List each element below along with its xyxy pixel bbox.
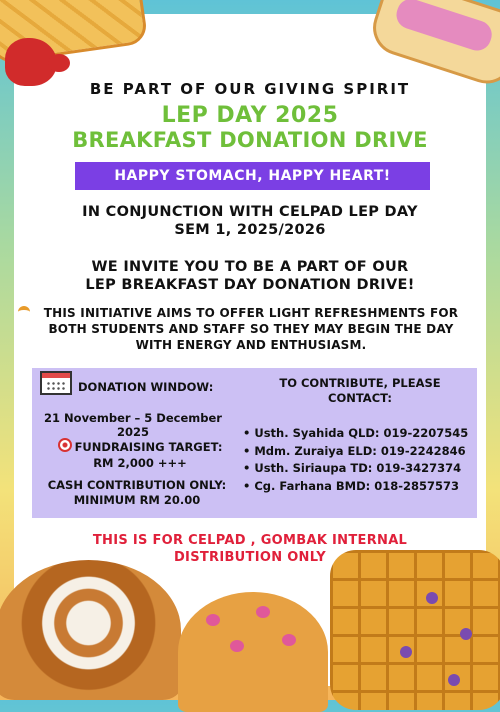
berry-decoration	[256, 606, 270, 618]
blueberry-decoration	[448, 674, 460, 686]
muffin-illustration	[178, 592, 328, 712]
fundraising-target	[42, 438, 238, 471]
waffle-illustration	[330, 550, 500, 710]
contact-item: • Usth. Syahida QLD: 019-2207545	[243, 426, 469, 440]
cash-contribution-line-2: MINIMUM RM 20.00	[73, 493, 201, 507]
fundraising-target-label: FUNDRAISING TARGET:	[74, 440, 223, 454]
event-subtitle: BREAKFAST DONATION DRIVE	[72, 128, 428, 152]
donation-window-label: DONATION WINDOW:	[78, 380, 214, 394]
cash-contribution	[32, 478, 242, 508]
event-title: LEP DAY 2025	[161, 103, 339, 128]
slogan-banner: HAPPY STOMACH, HAPPY HEART!	[75, 162, 430, 190]
internal-notice-line-2: DISTRIBUTION ONLY	[173, 550, 327, 565]
contact-item: • Mdm. Zuraiya ELD: 019-2242846	[243, 443, 466, 458]
berry-decoration	[230, 640, 244, 652]
internal-notice-line-1: THIS IS FOR CELPAD , GOMBAK INTERNAL	[92, 533, 408, 548]
contribute-line-2: CONTACT:	[328, 391, 392, 405]
invite-line-1: WE INVITE YOU TO BE A PART OF OUR	[91, 259, 409, 275]
initiative-line-2: BOTH STUDENTS AND STAFF SO THEY MAY BEGIN THE DAY	[48, 322, 454, 336]
target-icon	[58, 438, 72, 452]
initiative-line-1: THIS INITIATIVE AIMS TO OFFER LIGHT REFRESHMENTS FOR	[43, 306, 459, 320]
calendar-icon	[40, 371, 72, 395]
fundraising-target-amount: RM 2,000 +++	[93, 456, 187, 470]
conjunction-text	[0, 203, 500, 239]
initiative-text	[18, 305, 484, 353]
jam-drop-illustration	[48, 54, 70, 72]
contribute-heading	[245, 376, 475, 406]
donation-window-dates: 21 November – 5 December 2025	[44, 411, 222, 439]
blueberry-decoration	[400, 646, 412, 658]
tagline: BE PART OF OUR GIVING SPIRIT	[89, 80, 411, 98]
berry-decoration	[206, 614, 220, 626]
contact-item: • Cg. Farhana BMD: 018-2857573	[243, 478, 460, 493]
contact-list	[243, 425, 483, 495]
contribute-line-1: TO CONTRIBUTE, PLEASE	[279, 376, 441, 390]
cash-contribution-line-1: CASH CONTRIBUTION ONLY:	[47, 478, 227, 492]
invite-line-2: LEP BREAKFAST DAY DONATION DRIVE!	[85, 277, 415, 293]
contact-item: • Usth. Siriaupa TD: 019-3427374	[243, 461, 462, 475]
fundraising-target-row	[42, 438, 238, 455]
initiative-line-3: WITH ENERGY AND ENTHUSIASM.	[135, 338, 367, 352]
conjunction-line-1: IN CONJUNCTION WITH CELPAD LEP DAY	[82, 204, 418, 220]
blueberry-decoration	[460, 628, 472, 640]
invite-text	[0, 258, 500, 294]
conjunction-line-2: SEM 1, 2025/2026	[174, 222, 326, 238]
blueberry-decoration	[426, 592, 438, 604]
cinnamon-roll-illustration	[0, 560, 181, 700]
berry-decoration	[282, 634, 296, 646]
